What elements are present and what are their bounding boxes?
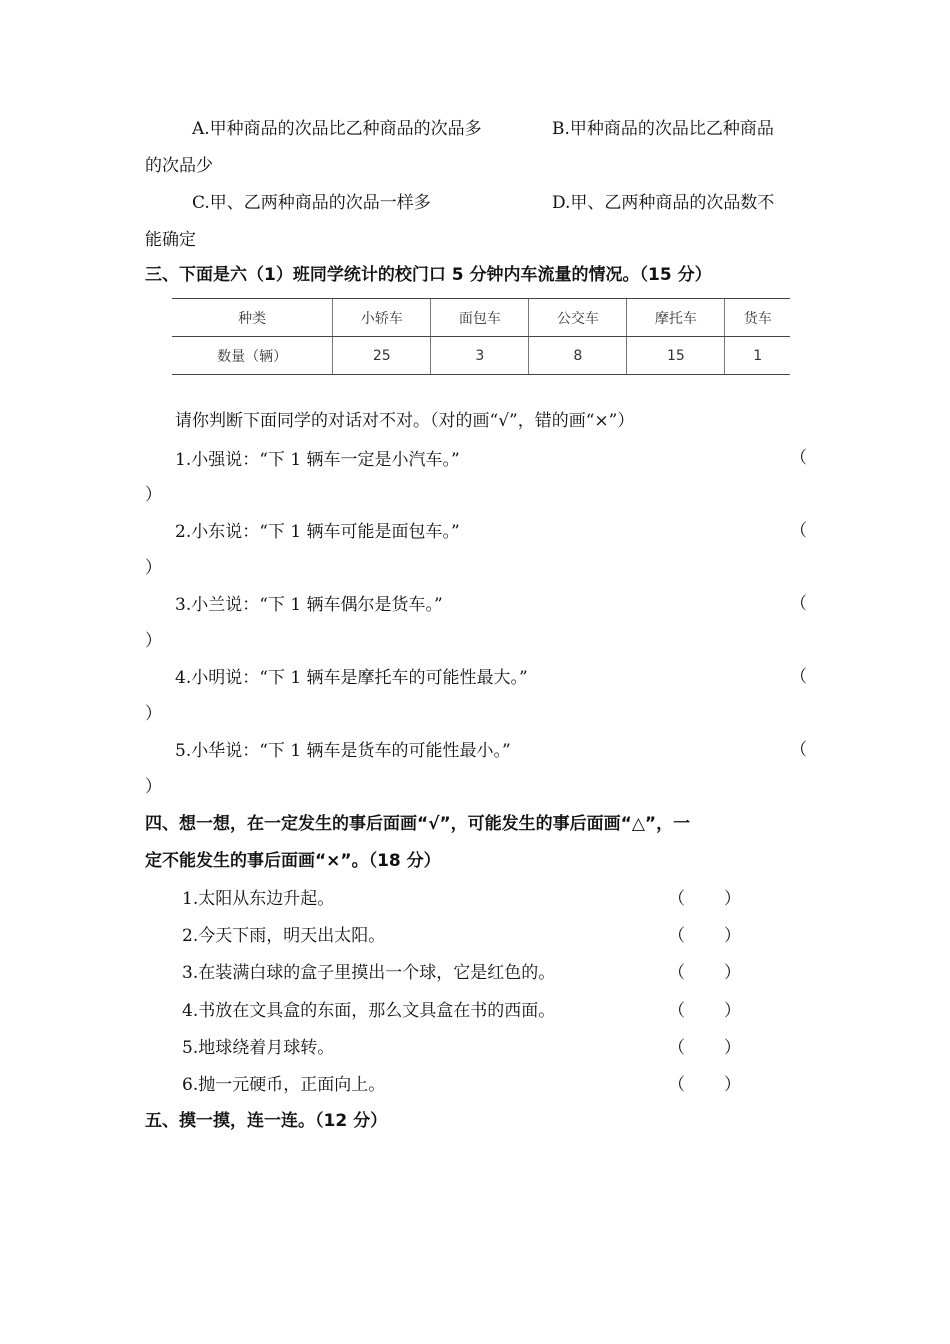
answer-close-paren: ） (145, 777, 162, 797)
section3-item-3: 3.小兰说：“下 1 辆车偶尔是货车。” (175, 595, 443, 615)
section4-item-1: 1.太阳从东边升起。 (182, 889, 335, 909)
table-cell: 25 (333, 337, 431, 375)
table-cell: 摩托车 (627, 299, 725, 337)
answer-close-paren: ） (724, 926, 741, 946)
answer-close-paren: ） (145, 704, 162, 724)
section5-title: 五、摸一摸，连一连。（12 分） (145, 1111, 388, 1131)
section4-item-5: 5.地球绕着月球转。 (182, 1038, 335, 1058)
answer-open-paren[interactable]: （ (668, 889, 685, 909)
answer-close-paren: ） (724, 1001, 741, 1021)
option-d-continued: 能确定 (145, 230, 196, 250)
section3-item-2: 2.小东说：“下 1 辆车可能是面包车。” (175, 522, 460, 542)
table-cell: 数量（辆） (172, 337, 333, 375)
section3-instruction: 请你判断下面同学的对话对不对。（对的画“√”，错的画“×”） (175, 411, 635, 431)
answer-close-paren: ） (145, 558, 162, 578)
answer-open-paren[interactable]: （ (790, 594, 807, 614)
table-cell: 8 (529, 337, 627, 375)
answer-open-paren[interactable]: （ (668, 1001, 685, 1021)
option-c: C.甲、乙两种商品的次品一样多 (192, 193, 431, 213)
answer-close-paren: ） (724, 1075, 741, 1095)
section4-item-6: 6.抛一元硬币，正面向上。 (182, 1075, 386, 1095)
answer-open-paren[interactable]: （ (790, 521, 807, 541)
table-cell: 种类 (172, 299, 333, 337)
section4-item-2: 2.今天下雨，明天出太阳。 (182, 926, 386, 946)
section4-item-3: 3.在装满白球的盒子里摸出一个球，它是红色的。 (182, 963, 556, 983)
section4-item-4: 4.书放在文具盒的东面，那么文具盒在书的西面。 (182, 1001, 556, 1021)
answer-close-paren: ） (145, 485, 162, 505)
option-a: A.甲种商品的次品比乙种商品的次品多 (192, 119, 482, 139)
answer-open-paren[interactable]: （ (790, 667, 807, 687)
section3-item-4: 4.小明说：“下 1 辆车是摩托车的可能性最大。” (175, 668, 528, 688)
table-row (172, 337, 790, 375)
answer-close-paren: ） (724, 1038, 741, 1058)
table-cell: 3 (431, 337, 529, 375)
answer-open-paren[interactable]: （ (668, 1075, 685, 1095)
option-b: B.甲种商品的次品比乙种商品 (552, 119, 774, 139)
option-d: D.甲、乙两种商品的次品数不 (552, 193, 775, 213)
section3-item-5: 5.小华说：“下 1 辆车是货车的可能性最小。” (175, 741, 511, 761)
answer-open-paren[interactable]: （ (790, 448, 807, 468)
table-cell: 15 (627, 337, 725, 375)
table-header-row (172, 299, 790, 337)
section4-title-line1: 四、想一想，在一定发生的事后面画“√”，可能发生的事后面画“△”，一 (145, 814, 691, 834)
answer-open-paren[interactable]: （ (668, 1038, 685, 1058)
answer-close-paren: ） (145, 631, 162, 651)
answer-close-paren: ） (724, 963, 741, 983)
answer-close-paren: ） (724, 889, 741, 909)
section3-title: 三、下面是六（1）班同学统计的校门口 5 分钟内车流量的情况。（15 分） (145, 265, 712, 285)
table-cell: 货车 (725, 299, 790, 337)
answer-open-paren[interactable]: （ (668, 926, 685, 946)
answer-open-paren[interactable]: （ (790, 740, 807, 760)
table-cell: 小轿车 (333, 299, 431, 337)
table-cell: 公交车 (529, 299, 627, 337)
section4-title-line2: 定不能发生的事后面画“×”。（18 分） (145, 851, 441, 871)
table-cell: 面包车 (431, 299, 529, 337)
traffic-table (172, 298, 790, 375)
table-cell: 1 (725, 337, 790, 375)
section3-item-1: 1.小强说：“下 1 辆车一定是小汽车。” (175, 450, 460, 470)
option-b-continued: 的次品少 (145, 156, 213, 176)
answer-open-paren[interactable]: （ (668, 963, 685, 983)
